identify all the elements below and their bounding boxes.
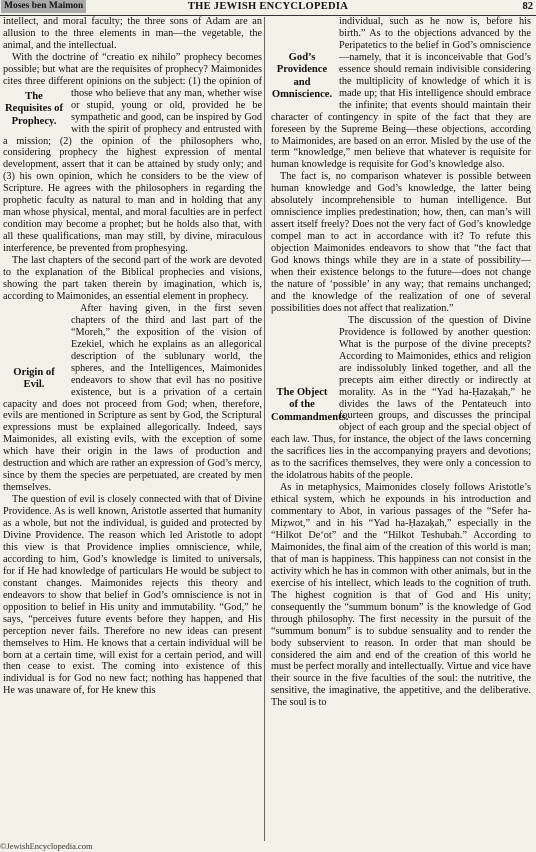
left-column: [3, 16, 262, 697]
paragraph: As in metaphysics, Maimonides closely follows Aristotle’s ethical system, which he expounds in his introduction and commentary to Abot, in various passages of the “Sefer ha-Miẓwot,” and in his “Yad ha-Ḥazaḳah,” especially in the “Hilkot De‘ot” and the “Hilkot Teshubah.” According to Maimonides, the final aim of the creation of this world is man; that of man is happiness. This happiness can not consist in the activity which he has in common with other animals, but in the exercise of his intellect, which leads to the cognition of truth. The highest cognition is that of God and His unity; consequently the “summum bonum” is the knowledge of God through philosophy. The first necessity in the pursuit of the “summum bonum” is to subdue sensuality and to render the body subservient to reason. In order that man should be considered the aim and end of the creation of this world he must be perfect morally and intellectually. Virtue and vice have their source in the five faculties of the soul: the nutritive, the sensitive, the imaginative, the appetitive, and the deliberative. The soul is to: [271, 482, 531, 709]
paragraph: [3, 52, 262, 255]
side-heading-origin-of-evil: Origin of Evil.: [13, 366, 55, 391]
page-number: 82: [522, 1, 533, 12]
paragraph: [3, 303, 262, 494]
running-head-article: Moses ben Maimon: [1, 0, 86, 13]
side-heading-object-of-commandments: The Object of the Commandments.: [271, 386, 349, 423]
side-heading-requisites-of-prophecy: The Requisites of Prophecy.: [5, 90, 63, 127]
paragraph: The fact is, no comparison whatever is possible between human knowledge and God’s knowledge, the latter being absolutely incomprehensible to human intelligence. But omniscience implies predestination; how, then, can man’s will assert itself freely? Does not the very fact of God’s knowledge compel man to act in accordance with it? To refute this objection Maimonides endeavors to show that “the fact that God knows things while they are in a state of possibility—when their existence belongs to the future—does not change the nature of ‘possible’ in any way; that remains unchanged; and the knowledge of the realization of one of several possibilities does not affect that realization.”: [271, 171, 531, 314]
page-header: [0, 0, 536, 14]
column-divider: [264, 17, 265, 841]
paragraph-text: With the doctrine of “creatio ex nihilo” prophecy becomes possible; but what are the requisites of prophecy? Maimonides cites three different opinions on the subject: (1) the opinion of: [3, 51, 262, 87]
paragraph: The question of evil is closely connected with that of Divine Providence. As is well known, Aristotle asserted that humanity as a whole, but not the individual, is guided and protected by Divine Providence. The reason which led Aristotle to adopt this view is that Providence implies omniscience, while, according to him, God’s knowledge is limited to universals, for if He had knowledge of particulars He would be subject to constant changes. Maimonides rejects this theory and endeavors to show that belief in God’s omniscience is not in opposition to belief in His unity and immutability. “God,” he says, “perceives future events before they happen, and His perception never fails. Therefore no new ideas can present themselves to Him. He knows that a certain individual will be born at a certain time, will exist for a certain period, and will then cease to exist. The coming into existence of this individual is for God no new fact; nothing has happened that He was unaware of, for He knew this: [3, 494, 262, 697]
paragraph-text: The discussion of the question of Divine Providence is followed by another question: What is the purpose of the divine precepts? According to Maimonides, ethics and religion are indissolubly linked together, and all the precepts aim either directly or indirectly at morality. As in the “Yad ha-Ḥazaḳah,” he divides the laws of the Pentateuch into fourteen groups, and discusses the principal object of each group and the special object of each law. Thus, for instance, the object of the laws concerning the sacrifices lies in the accompanying prayers and devotions; as to the sacrifices themselves, they were only a concession to the idolatrous habits of the people.: [271, 314, 531, 482]
paragraph: intellect, and moral faculty; the three sons of Adam are an allusion to the three elements in man—the vegetable, the animal, and the intellectual.: [3, 16, 262, 51]
running-head-title: THE JEWISH ENCYCLOPEDIA: [187, 1, 349, 12]
side-heading-providence-omniscience: God’s Providence and Omniscience.: [271, 52, 333, 101]
paragraph: [271, 315, 531, 482]
paragraph: [271, 16, 531, 171]
paragraph-text: After having given, in the first seven chapters of the third and last part of the “Moreh,” the exposition of the vision of Ezekiel, which he explains as an allegorical description of the sublunary world, the spheres, and the Intelligences, Maimonides endeavors to show that evil has no positive existence, but is a privation of a certain capacity and does not proceed from God; when, therefore, evils are mentioned in Scripture as sent by God, the Scriptural expressions must be explained allegorically. Indeed, says Maimonides, all existing evils, with the exception of some which have their origin in the laws of production and destruction and which are rather an expression of God’s mercy, since by them the species are perpetuated, are created by men themselves.: [3, 302, 262, 494]
paragraph-text: those who believe that any man, whether wise or stupid, young or old, provided he be sympathetic and good, can be inspired by God with the spirit of prophecy and entrusted with a mission; (2) the opinion of the philosophers who, considering prophecy the highest expression of mental development, assert that it can be attained by study only; and (3) his own opinion, which he considers to be the view of Scripture. He agrees with the philosophers in regarding the prophetic faculty as natural to man and in holding that any man whose physical, mental, and moral faculties are in perfect condition may become a prophet; but he holds also that, with all these qualifications, man may still, by divine, miraculous interference, be prevented from prophesying.: [3, 87, 262, 255]
copyright-credit: ©JewishEncyclopedia.com: [0, 841, 93, 851]
right-column: [271, 16, 531, 709]
paragraph-text: individual, such as he now is, before his birth.” As to the objections advanced by the Peripatetics to the belief in God’s omniscience—namely, that it is inconceivable that God’s essence should remain indivisible considering the multiplicity of knowledge of which it is made up; that His intelligence should embrace the infinite; that events should maintain their character of contingency in spite of the fact that they are foreseen by the Supreme Being—these objections, according to Maimonides, are based on an error. Misled by the use of the term “knowledge,” men believe that whatever is requisite for human knowledge is requisite for God’s knowledge also.: [271, 16, 531, 171]
paragraph: The last chapters of the second part of the work are devoted to the explanation of the Biblical prophecies and visions, showing the part taken therein by imagination, which is, according to Maimonides, an essential element in prophecy.: [3, 255, 262, 302]
